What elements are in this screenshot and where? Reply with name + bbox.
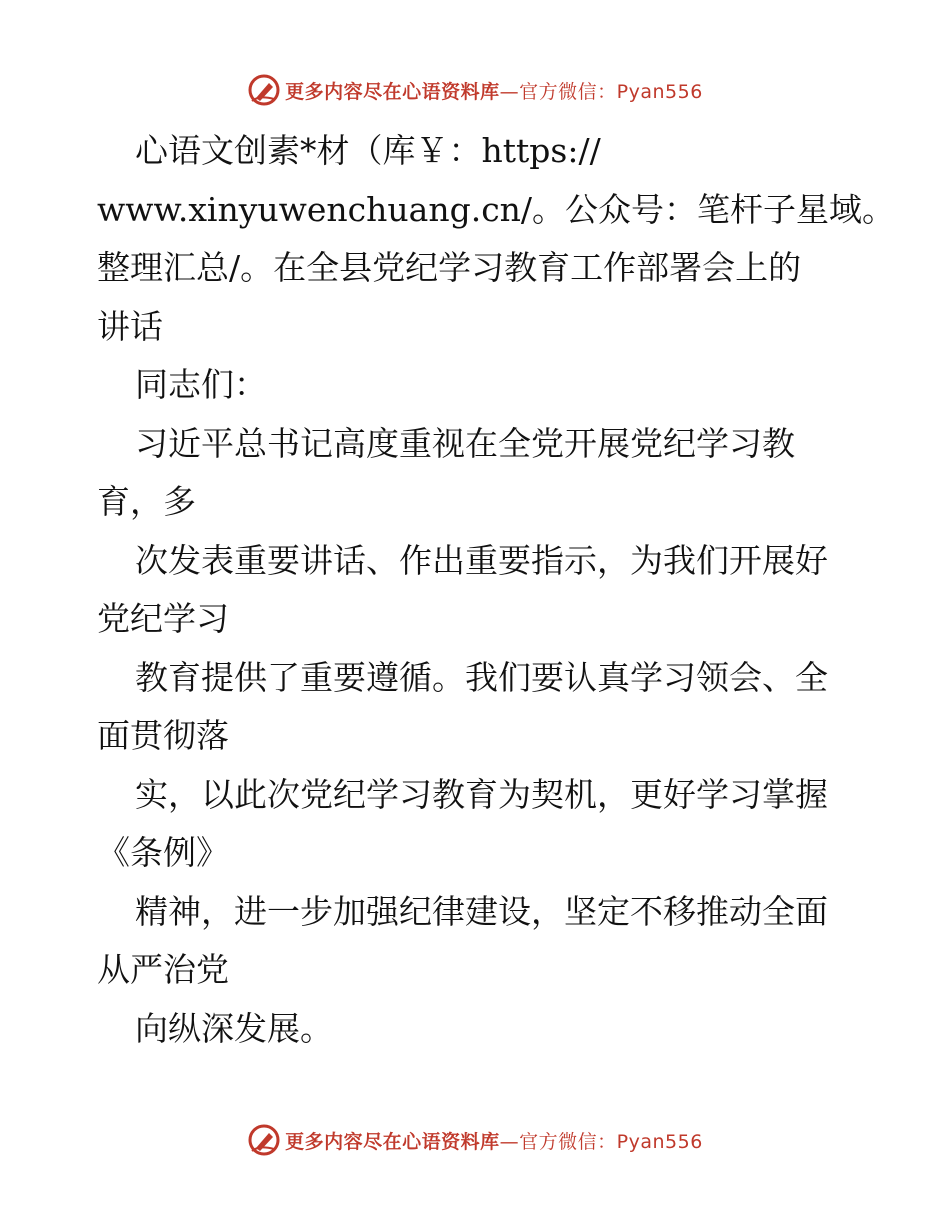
doc-line: 心语文创素*材（库￥：https://	[135, 131, 601, 170]
header-banner-text: 更多内容尽在心语资料库	[285, 80, 500, 103]
footer-banner	[0, 1120, 950, 1160]
footer-banner-wechat: 官方微信：Pyan556	[519, 1130, 703, 1153]
doc-line: 实，以此次党纪学习教育为契机，更好学习掌握	[135, 774, 828, 814]
doc-line: 党纪学习	[97, 599, 229, 638]
doc-line: 讲话	[97, 306, 163, 346]
footer-banner-text: 更多内容尽在心语资料库	[285, 1130, 500, 1153]
doc-line: 精神，进一步加强纪律建设，坚定不移推动全面	[135, 891, 828, 931]
header-banner	[0, 70, 950, 110]
pen-logo-icon	[247, 1123, 281, 1157]
footer-banner-dash: —	[499, 1130, 520, 1153]
doc-line: 《条例》	[97, 833, 229, 872]
doc-line: 习近平总书记高度重视在全党开展党纪学习教	[135, 423, 795, 463]
doc-line: 整理汇总/。在全县党纪学习教育工作部署会上的	[97, 248, 802, 287]
header-banner-wechat: 官方微信：Pyan556	[519, 80, 703, 103]
doc-line: 教育提供了重要遵循。我们要认真学习领会、全	[135, 657, 828, 697]
salutation: 同志们：	[135, 365, 267, 404]
document-body	[97, 122, 896, 1058]
header-banner-dash: —	[499, 80, 520, 103]
doc-line: www.xinyuwenchuang.cn/。公众号：笔杆子星域。	[97, 189, 896, 229]
doc-line: 育，多	[97, 482, 196, 521]
doc-line: 向纵深发展。	[135, 1008, 333, 1048]
pen-logo-icon	[247, 73, 281, 107]
doc-line: 从严治党	[97, 950, 229, 989]
doc-line: 次发表重要讲话、作出重要指示，为我们开展好	[135, 540, 828, 580]
doc-line: 面贯彻落	[97, 716, 229, 755]
